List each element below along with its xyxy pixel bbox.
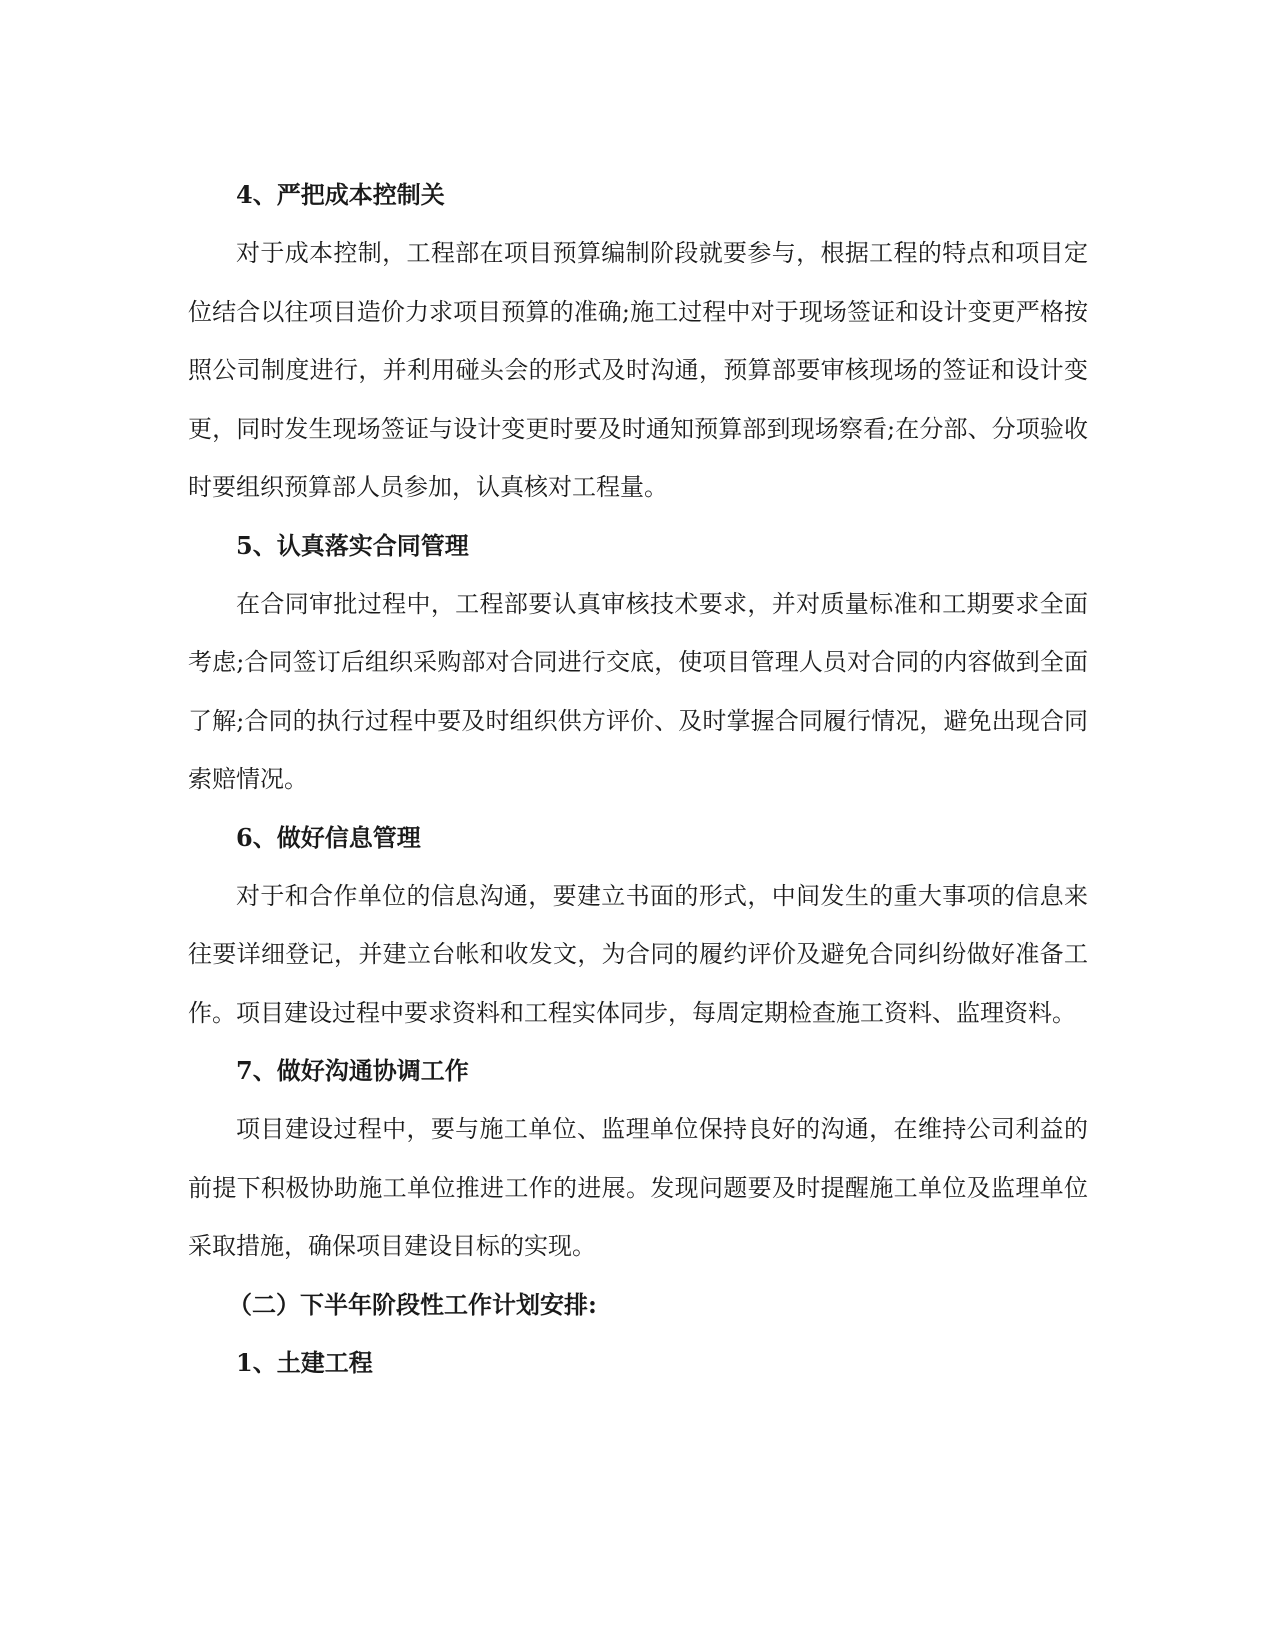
section-body-information-management: 对于和合作单位的信息沟通，要建立书面的形式，中间发生的重大事项的信息来往要详细登记，并建立台帐和收发文，为合同的履约评价及避免合同纠纷做好准备工作。项目建设过程中要求资料和工程实体同步，每周定期检查施工资料、监理资料。 — [188, 881, 1088, 1027]
document-page — [188, 166, 1088, 1392]
sub-heading-civil-engineering: 1、土建工程 — [236, 1347, 373, 1377]
section-heading-cost-control: 4、严把成本控制关 — [236, 180, 445, 209]
section-heading-contract-management: 5、认真落实合同管理 — [236, 530, 469, 560]
section-heading-communication: 7、做好沟通协调工作 — [236, 1056, 469, 1085]
part-heading-second-half-plan: （二）下半年阶段性工作计划安排: — [228, 1289, 597, 1319]
section-body-communication: 项目建设过程中，要与施工单位、监理单位保持良好的沟通，在维持公司利益的前提下积极协助施工单位推进工作的进展。发现问题要及时提醒施工单位及监理单位采取措施，确保项目建设目标的实现。 — [188, 1115, 1088, 1260]
section-body-cost-control: 对于成本控制，工程部在项目预算编制阶段就要参与，根据工程的特点和项目定位结合以往项目造价力求项目预算的准确;施工过程中对于现场签证和设计变更严格按照公司制度进行，并利用碰头会的形式及时沟通，预算部要审核现场的签证和设计变更，同时发生现场签证与设计变更时要及时通知预算部到现场察看;在分部、分项验收时要组织预算部人员参加，认真核对工程量。 — [188, 239, 1088, 501]
section-heading-information-management: 6、做好信息管理 — [236, 822, 421, 852]
section-body-contract-management: 在合同审批过程中，工程部要认真审核技术要求，并对质量标准和工期要求全面考虑;合同签订后组织采购部对合同进行交底，使项目管理人员对合同的内容做到全面了解;合同的执行过程中要及时组织供方评价、及时掌握合同履行情况，避免出现合同索赔情况。 — [188, 589, 1088, 793]
